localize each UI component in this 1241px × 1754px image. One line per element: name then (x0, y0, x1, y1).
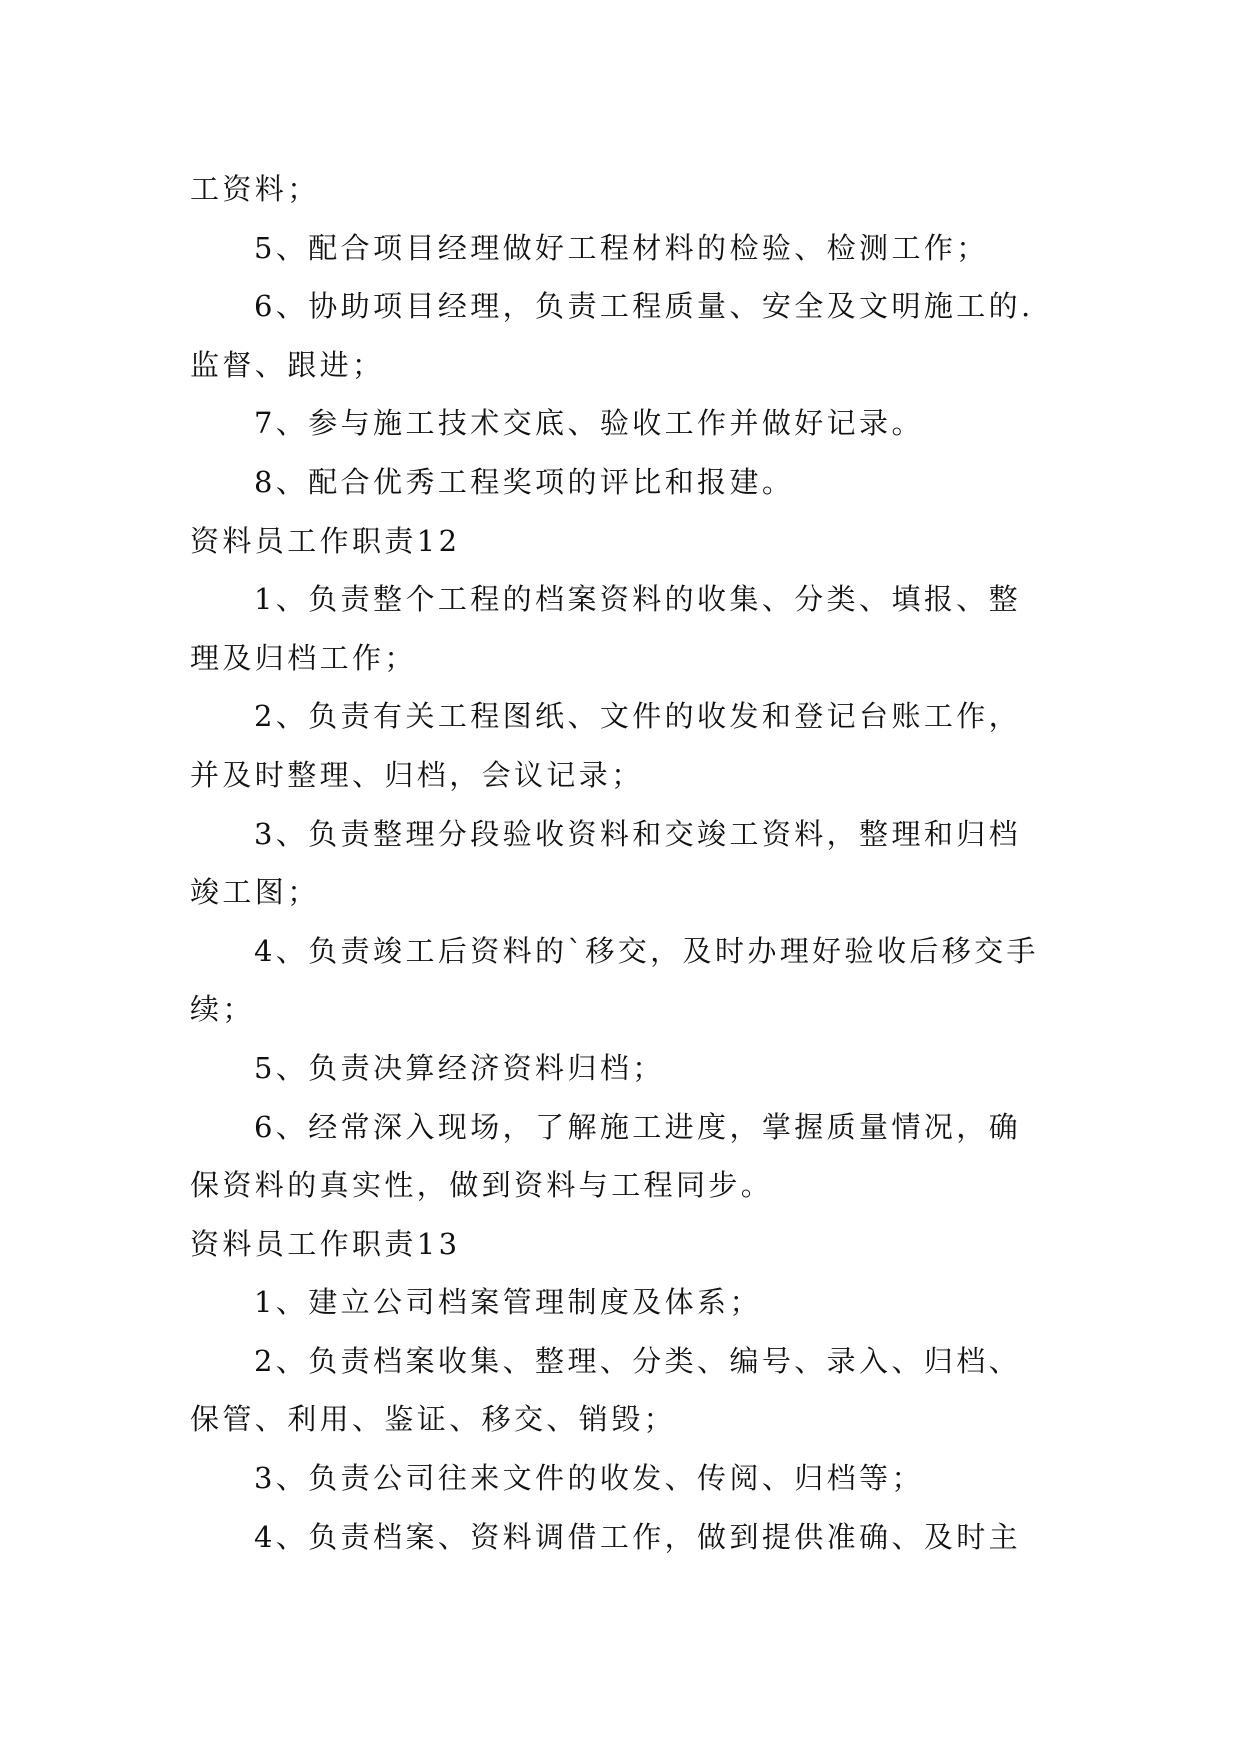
text-line: 5、配合项目经理做好工程材料的检验、检测工作； (254, 230, 989, 265)
text-line: 1、负责整个工程的档案资料的收集、分类、填报、整 (254, 582, 1022, 617)
text-line: 5、负责决算经济资料归档； (254, 1050, 665, 1085)
text-line: 3、负责整理分段验收资料和交竣工资料，整理和归档 (254, 816, 1022, 851)
text-line: 2、负责有关工程图纸、文件的收发和登记台账工作， (254, 699, 1022, 734)
text-line: 2、负责档案收集、整理、分类、编号、录入、归档、 (254, 1343, 1022, 1378)
section-heading: 资料员工作职责13 (190, 1226, 461, 1261)
text-line: 保管、利用、鉴证、移交、销毁； (190, 1402, 677, 1437)
text-line: 工资料； (190, 172, 320, 206)
text-line: 6、协助项目经理，负责工程质量、安全及文明施工的. (254, 289, 1034, 324)
text-line: 保资料的真实性，做到资料与工程同步。 (190, 1168, 774, 1203)
text-line: 监督、跟进； (190, 347, 385, 382)
text-line: 8、配合优秀工程奖项的评比和报建。 (254, 464, 795, 499)
text-line: 3、负责公司往来文件的收发、传阅、归档等； (254, 1461, 924, 1496)
text-line: 7、参与施工技术交底、验收工作并做好记录。 (254, 406, 924, 441)
text-line: 6、经常深入现场，了解施工进度，掌握质量情况，确 (254, 1109, 1022, 1144)
text-line: 续； (190, 992, 255, 1027)
section-heading: 资料员工作职责12 (190, 523, 461, 558)
document-body (190, 160, 1052, 1566)
text-line: 理及归档工作； (190, 640, 417, 675)
text-line: 4、负责竣工后资料的`移交，及时办理好验收后移交手 (254, 933, 1039, 968)
text-line: 4、负责档案、资料调借工作，做到提供准确、及时主 (254, 1519, 1022, 1554)
text-line: 并及时整理、归档，会议记录； (190, 757, 644, 792)
text-line: 1、建立公司档案管理制度及体系； (254, 1285, 762, 1320)
text-line: 竣工图； (190, 875, 320, 910)
